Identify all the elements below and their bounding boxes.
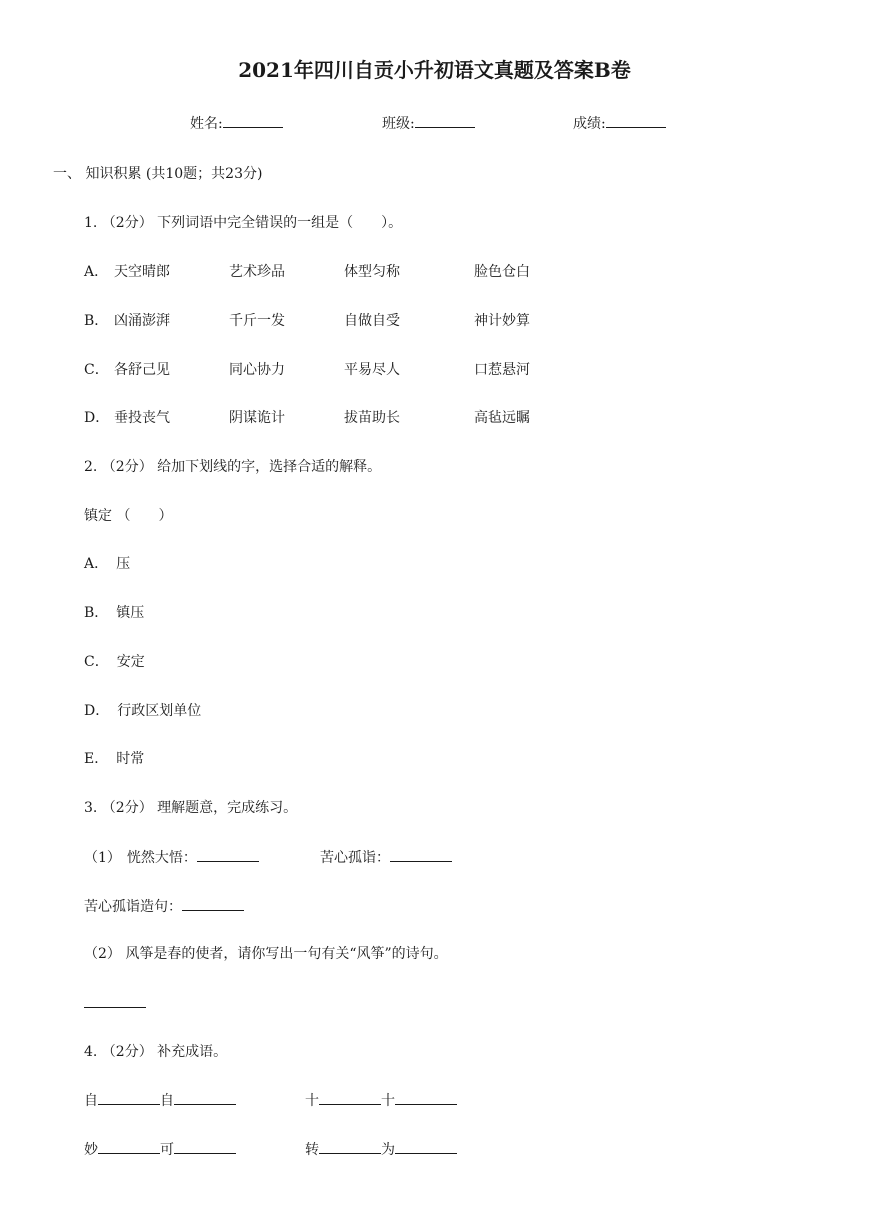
q1-option-b-word-4: 神计妙算 xyxy=(474,313,530,329)
q1-option-c-label: C． xyxy=(84,362,109,378)
q3-part1-b-blank[interactable] xyxy=(390,848,452,862)
section-heading: 一、 知识积累 (共10题；共23分) xyxy=(53,166,263,182)
q4-idiom-3-char-a: 妙 xyxy=(84,1142,98,1158)
q4-idiom-1 xyxy=(84,1091,236,1110)
q2-option-c xyxy=(84,653,145,671)
q2-stem: 2. （2分） 给加下划线的字，选择合适的解释。 xyxy=(84,459,382,475)
q4-idiom-4-blank-a[interactable] xyxy=(319,1140,381,1154)
q1-option-d-word-3: 拔苗助长 xyxy=(344,410,400,426)
page-title: 2021年四川自贡小升初语文真题及答案B卷 xyxy=(238,58,631,82)
q3-part1-a-label: 恍然大悟： xyxy=(126,850,197,866)
q1-option-a-word-3: 体型匀称 xyxy=(344,264,400,280)
q2-option-b-label: B． xyxy=(84,605,109,621)
class-blank[interactable] xyxy=(415,114,475,128)
q3-part2-answer xyxy=(84,994,146,1013)
q4-stem: 4. （2分） 补充成语。 xyxy=(84,1044,228,1060)
q4-idiom-3-char-b: 可 xyxy=(160,1142,174,1158)
q2-option-a-text: 压 xyxy=(116,556,131,572)
q1-option-b-word-1: 凶涌澎湃 xyxy=(114,313,170,329)
q4-idiom-1-char-b: 自 xyxy=(160,1093,174,1109)
q1-option-d-word-4: 高毡远瞩 xyxy=(474,410,530,426)
q2-option-e xyxy=(84,750,144,768)
class-label: 班级: xyxy=(382,116,415,132)
q3-part1-a-blank[interactable] xyxy=(197,848,259,862)
q4-idiom-2 xyxy=(305,1091,457,1110)
q3-part1-sentence xyxy=(84,897,244,916)
q1-option-b-label: B． xyxy=(84,313,109,329)
q1-option-c-word-4: 口惹悬河 xyxy=(474,362,530,378)
q4-idiom-1-blank-a[interactable] xyxy=(98,1091,160,1105)
q4-idiom-3 xyxy=(84,1140,236,1159)
q1-option-a-word-2: 艺术珍品 xyxy=(229,264,285,280)
q2-option-b-text: 镇压 xyxy=(116,605,145,621)
q4-idiom-4-char-a: 转 xyxy=(305,1142,319,1158)
q3-part1-sentence-label: 苦心孤诣造句： xyxy=(84,899,182,915)
q3-part1-b-label: 苦心孤诣： xyxy=(320,850,390,866)
q2-option-a-label: A． xyxy=(84,556,109,572)
q2-option-a xyxy=(84,555,130,573)
q3-part1-sentence-blank[interactable] xyxy=(182,897,244,911)
q4-idiom-3-blank-a[interactable] xyxy=(98,1140,160,1154)
q3-stem: 3. （2分） 理解题意，完成练习。 xyxy=(84,800,298,816)
score-blank[interactable] xyxy=(606,114,666,128)
q4-idiom-4 xyxy=(305,1140,457,1159)
score-label: 成绩: xyxy=(573,116,606,132)
q1-option-d-word-2: 阴谋诡计 xyxy=(229,410,285,426)
q1-option-d-word-1: 垂投丧气 xyxy=(114,410,170,426)
q4-idiom-2-blank-a[interactable] xyxy=(319,1091,381,1105)
q2-option-d-label: D． xyxy=(84,703,110,719)
q4-idiom-4-blank-b[interactable] xyxy=(395,1140,457,1154)
q4-idiom-2-char-a: 十 xyxy=(305,1093,319,1109)
q1-option-c-word-1: 各舒己见 xyxy=(114,362,170,378)
q1-option-b-word-3: 自做自受 xyxy=(344,313,400,329)
q1-option-a-word-1: 天空晴郎 xyxy=(114,264,170,280)
q2-option-c-label: C． xyxy=(84,654,109,670)
q3-part2: （2） 风筝是春的使者，请你写出一句有关“风筝”的诗句。 xyxy=(84,946,448,962)
q1-stem: 1. （2分） 下列词语中完全错误的一组是（ ）。 xyxy=(84,215,403,231)
score-field xyxy=(573,114,666,133)
q4-idiom-1-blank-b[interactable] xyxy=(174,1091,236,1105)
name-label: 姓名: xyxy=(190,116,223,132)
q1-option-b-word-2: 千斤一发 xyxy=(229,313,285,329)
q1-option-d-label: D． xyxy=(84,410,110,426)
q4-idiom-1-char-a: 自 xyxy=(84,1093,98,1109)
q1-option-c-word-2: 同心协力 xyxy=(229,362,285,378)
q3-part1-a xyxy=(84,848,259,867)
q3-part2-blank[interactable] xyxy=(84,994,146,1008)
q2-option-e-label: E． xyxy=(84,751,109,767)
q2-option-e-text: 时常 xyxy=(116,751,145,767)
q3-part1-b xyxy=(320,848,452,867)
q4-idiom-3-blank-b[interactable] xyxy=(174,1140,236,1154)
q2-option-d xyxy=(84,702,201,720)
q1-option-c-word-3: 平易尽人 xyxy=(344,362,400,378)
q2-option-d-text: 行政区划单位 xyxy=(117,703,202,719)
name-blank[interactable] xyxy=(223,114,283,128)
q4-idiom-4-char-b: 为 xyxy=(381,1142,395,1158)
q2-option-b xyxy=(84,604,144,622)
q2-option-c-text: 安定 xyxy=(116,654,145,670)
q2-prompt: 镇定 （ ） xyxy=(84,508,173,524)
q4-idiom-2-char-b: 十 xyxy=(381,1093,395,1109)
q1-option-a-label: A． xyxy=(84,264,109,280)
q3-part1-number: （1） xyxy=(84,850,121,866)
class-field xyxy=(382,114,475,133)
q4-idiom-2-blank-b[interactable] xyxy=(395,1091,457,1105)
q1-option-a-word-4: 脸色仓白 xyxy=(474,264,530,280)
name-field xyxy=(190,114,283,133)
